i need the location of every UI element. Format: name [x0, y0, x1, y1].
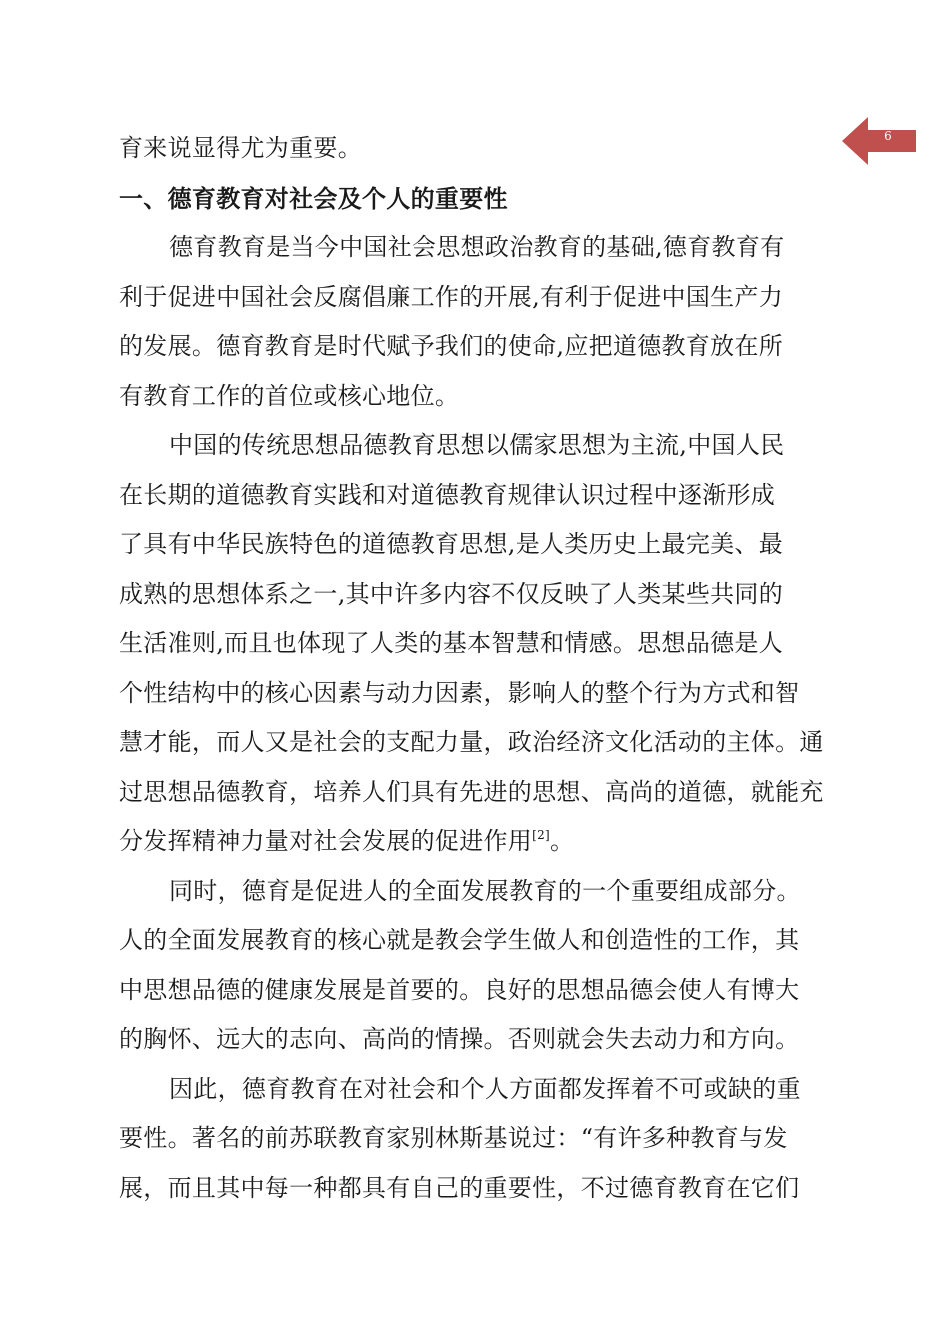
paragraph-line: 在长期的道德教育实践和对道德教育规律认识过程中逐渐形成 — [119, 480, 776, 509]
citation-reference[interactable]: [2] — [532, 828, 551, 842]
paragraph-line-text: 分发挥精神力量对社会发展的促进作用 — [119, 827, 533, 855]
section-heading: 一、德育教育对社会及个人的重要性 — [119, 183, 508, 213]
paragraph-line: 慧才能，而人又是社会的支配力量，政治经济文化活动的主体。通 — [119, 728, 824, 756]
paragraph-line: 有教育工作的首位或核心地位。 — [119, 381, 460, 410]
paragraph-line: 个性结构中的核心因素与动力因素，影响人的整个行为方式和智 — [119, 678, 800, 707]
paragraph-line: 生活准则,而且也体现了人类的基本智慧和情感。思想品德是人 — [119, 629, 784, 657]
page-number-badge — [842, 117, 916, 165]
paragraph-line: 德育教育是当今中国社会思想政治教育的基础,德育教育有 — [169, 233, 785, 261]
paragraph-line: 中思想品德的健康发展是首要的。良好的思想品德会使人有博大 — [119, 975, 800, 1004]
paragraph-line: 了具有中华民族特色的道德教育思想,是人类历史上最完美、最 — [119, 530, 784, 558]
paragraph-line: 过思想品德教育，培养人们具有先进的思想、高尚的道德，就能充 — [119, 777, 824, 806]
paragraph-line: 中国的传统思想品德教育思想以儒家思想为主流,中国人民 — [169, 431, 785, 459]
paragraph-line: 的发展。德育教育是时代赋予我们的使命,应把道德教育放在所 — [119, 332, 784, 360]
paragraph-line: 人的全面发展教育的核心就是教会学生做人和创造性的工作，其 — [119, 926, 800, 954]
paragraph-line-with-citation — [119, 817, 839, 867]
paragraph-line: 展，而且其中每一种都具有自己的重要性，不过德育教育在它们 — [119, 1173, 800, 1202]
paragraph-line: 成熟的思想体系之一,其中许多内容不仅反映了人类某些共同的 — [119, 579, 784, 608]
paragraph-line-tail: 。 — [550, 827, 575, 855]
paragraph-line: 育来说显得尤为重要。 — [119, 134, 362, 162]
paragraph-line: 要性。著名的前苏联教育家别林斯基说过：“有许多种教育与发 — [119, 1124, 788, 1152]
paragraph-line: 的胸怀、远大的志向、高尚的情操。否则就会失去动力和方向。 — [119, 1025, 800, 1053]
paragraph-line: 因此，德育教育在对社会和个人方面都发挥着不可或缺的重 — [169, 1074, 801, 1103]
paragraph-line: 利于促进中国社会反腐倡廉工作的开展,有利于促进中国生产力 — [119, 282, 784, 311]
paragraph-line: 同时，德育是促进人的全面发展教育的一个重要组成部分。 — [169, 876, 801, 905]
page-number: 6 — [884, 129, 892, 143]
document-body — [119, 124, 839, 1213]
